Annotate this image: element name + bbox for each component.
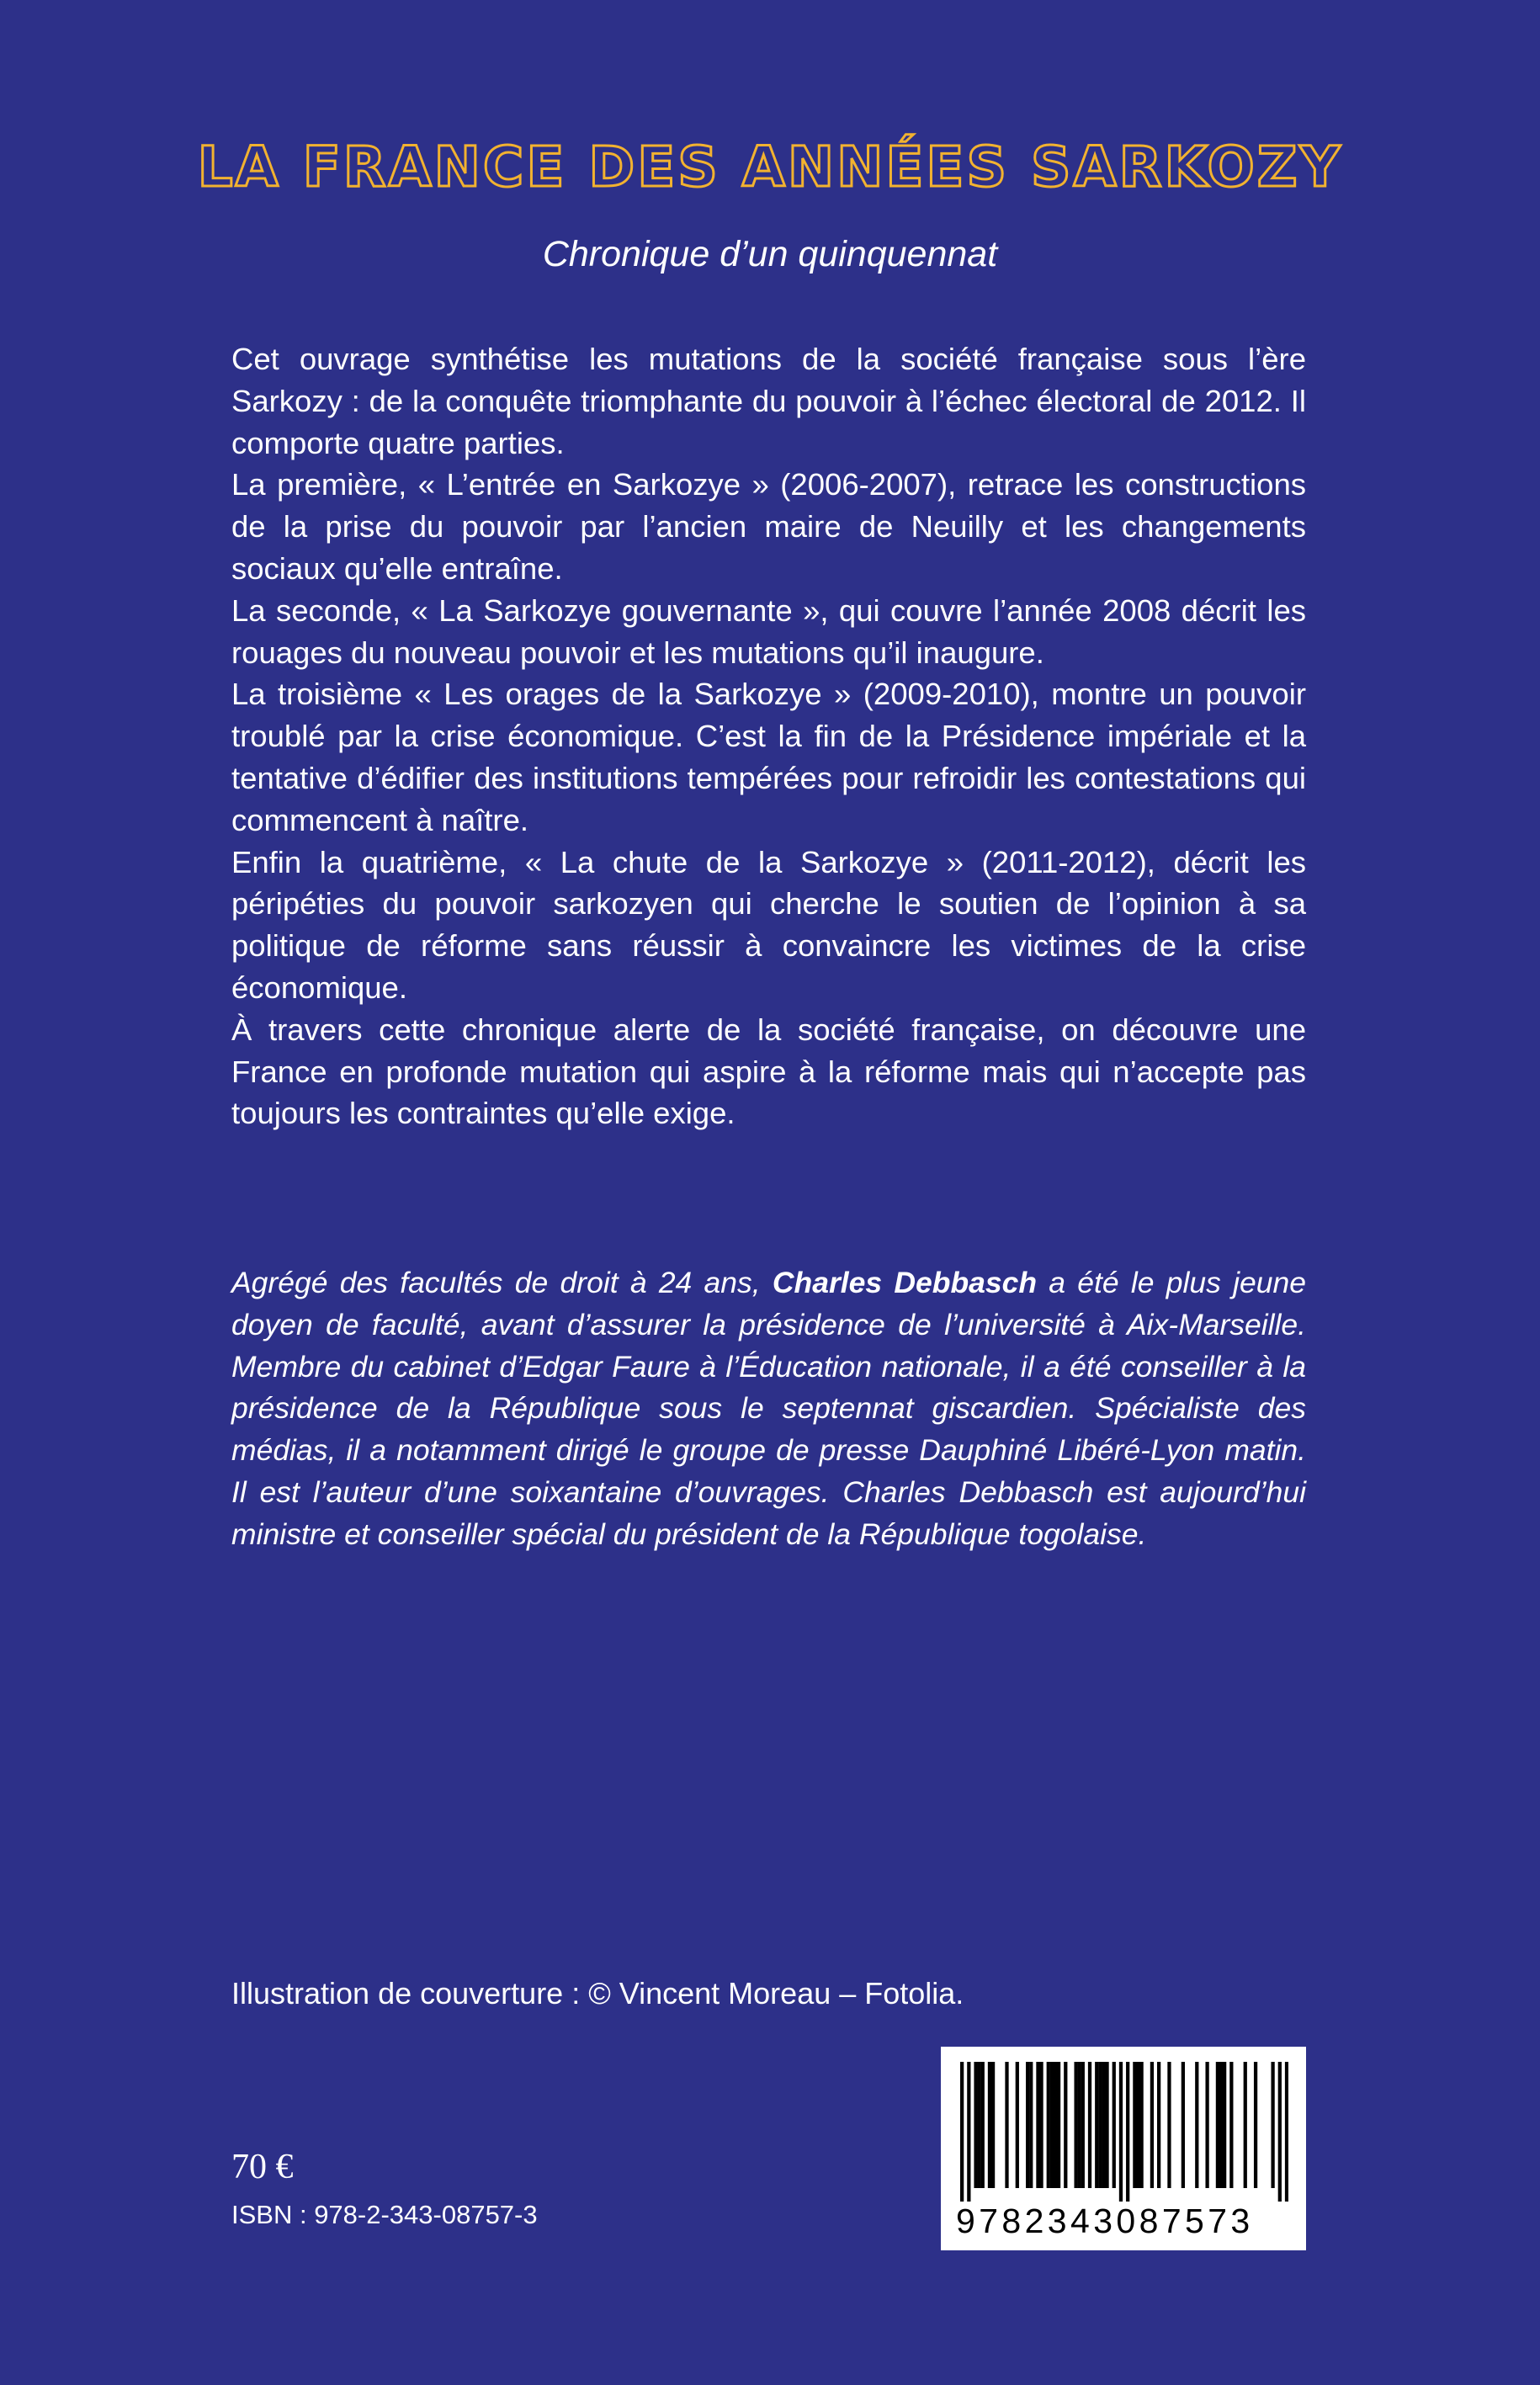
barcode-bar [1167, 2062, 1171, 2188]
barcode-bar [1057, 2062, 1060, 2188]
book-subtitle: Chronique d’un quinquennat [542, 234, 998, 274]
barcode-bar [1254, 2062, 1257, 2188]
barcode-bar [960, 2062, 964, 2202]
barcode-bar [1081, 2062, 1085, 2188]
barcode-bar [1095, 2062, 1098, 2188]
barcode-bar [1078, 2062, 1081, 2188]
barcode [941, 2047, 1306, 2250]
author-bio-intro: Agrégé des facultés de droit à 24 ans, [231, 1266, 773, 1299]
author-name: Charles Debbasch [772, 1266, 1038, 1299]
barcode-bar [1216, 2062, 1219, 2188]
barcode-bar [1205, 2062, 1208, 2188]
barcode-bar [1050, 2062, 1054, 2188]
book-title: LA FRANCE DES ANNÉES SARKOZY [197, 135, 1343, 199]
barcode-bar [1136, 2062, 1139, 2188]
cover-credit: Illustration de couverture : © Vincent Moreau – Fotolia. [231, 1976, 964, 2011]
barcode-bar [1102, 2062, 1105, 2188]
barcode-bar [974, 2062, 977, 2188]
barcode-bar [1105, 2062, 1108, 2188]
price: 70 € [231, 2148, 294, 2186]
barcode-bar [1150, 2062, 1154, 2188]
barcode-bar [978, 2062, 981, 2188]
barcode-bar [1074, 2062, 1077, 2188]
author-bio [231, 1262, 1306, 1556]
barcode-bar [1029, 2062, 1033, 2188]
barcode-bar [1126, 2062, 1129, 2202]
barcode-digits: 9782343087573 [956, 2202, 1254, 2240]
barcode-bar [1278, 2062, 1282, 2202]
author-bio-body: a été le plus jeune doyen de faculté, avant d’assurer la présidence de l’université à Aix-Marseille. Membre du cabinet d’Edgar Faure à l’Éducation nationale, il a été conseiller à la présidence de la République sous le septennat giscardien. Spécialiste des médias, il a notamment dirigé le groupe de presse Dauphiné Libéré-Lyon matin. Il est l’auteur d’une soixantaine d’ouvrages. Charles Debbasch est aujourd’hui ministre et conseiller spécial du président de la République togolaise. [231, 1266, 1306, 1551]
barcode-bar [1039, 2062, 1043, 2188]
barcode-bar [1244, 2062, 1247, 2188]
barcode-bar [1098, 2062, 1102, 2188]
barcode-bar [1016, 2062, 1019, 2188]
summary-paragraph: La troisième « Les orages de la Sarkozye » (2009-2010), montre un pouvoir troublé par la crise économique. C’est la fin de la Présidence impériale et la tentative d’édifier des institutions tempérées pour refroidir les contestations qui commencent à naître. [231, 677, 1306, 837]
barcode-bar [1229, 2062, 1233, 2188]
barcode-bar [1088, 2062, 1091, 2188]
barcode-bar [1064, 2062, 1067, 2188]
barcode-bar [1139, 2062, 1143, 2188]
barcode-bar [1026, 2062, 1029, 2188]
barcode-bar [1219, 2062, 1223, 2188]
barcode-bars [960, 2062, 1288, 2202]
barcode-bar [1195, 2062, 1198, 2188]
barcode-bar [988, 2062, 991, 2188]
barcode-bar [967, 2062, 970, 2202]
summary-paragraph: La première, « L’entrée en Sarkozye » (2006-2007), retrace les constructions de la prise du pouvoir par l’ancien maire de Neuilly et les changements sociaux qu’elle entraîne. [231, 467, 1306, 586]
barcode-bar [1036, 2062, 1039, 2188]
barcode-bar [981, 2062, 985, 2188]
barcode-bar [1113, 2062, 1116, 2188]
barcode-bar [1119, 2062, 1123, 2202]
barcode-bar [1054, 2062, 1057, 2188]
barcode-bar [1005, 2062, 1008, 2188]
author-bio-text [231, 1262, 1306, 1556]
barcode-bar [1157, 2062, 1160, 2188]
summary-paragraph: Cet ouvrage synthétise les mutations de la société française sous l’ère Sarkozy : de la conquête triomphante du pouvoir à l’échec électoral de 2012. Il comporte quatre parties. [231, 342, 1306, 460]
barcode-bar [991, 2062, 995, 2188]
isbn: ISBN : 978-2-343-08757-3 [231, 2200, 538, 2229]
book-summary [231, 338, 1306, 1134]
barcode-bar [1271, 2062, 1274, 2188]
barcode-bar [1182, 2062, 1185, 2188]
barcode-bar [1223, 2062, 1226, 2188]
summary-paragraph: Enfin la quatrième, « La chute de la Sarkozye » (2011-2012), décrit les péripéties du pouvoir sarkozyen qui cherche le soutien de l’opinion à sa politique de réforme sans réussir à convaincre les victimes de la crise économique. [231, 844, 1306, 1005]
barcode-bar [1047, 2062, 1050, 2188]
barcode-bar [1285, 2062, 1288, 2202]
summary-paragraph: À travers cette chronique alerte de la société française, on découvre une France en profonde mutation qui aspire à la réforme mais qui n’accepte pas toujours les contraintes qu’elle exige. [231, 1012, 1306, 1131]
summary-paragraph: La seconde, « La Sarkozye gouvernante », qui couvre l’année 2008 décrit les rouages du nouveau pouvoir et les mutations qu’il inaugure. [231, 592, 1306, 670]
barcode-bar [1133, 2062, 1136, 2188]
